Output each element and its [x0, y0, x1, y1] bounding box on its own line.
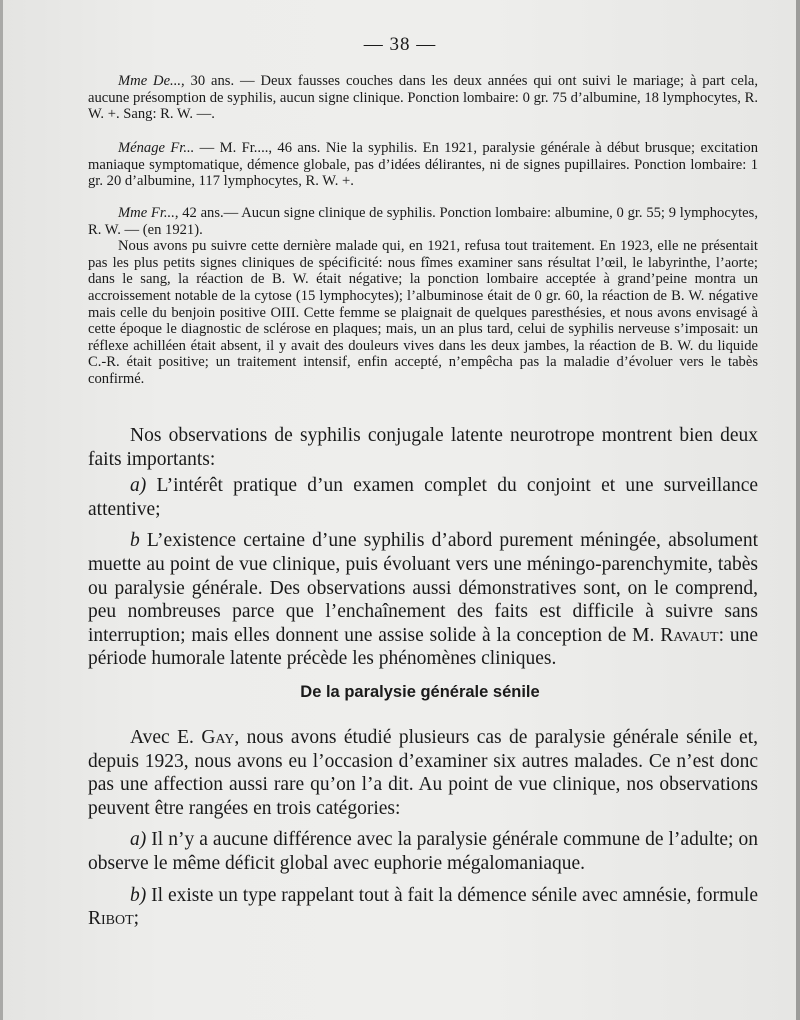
page-number: — 38 — — [363, 34, 437, 55]
page-right-edge — [796, 0, 800, 1020]
category-marker: a) — [130, 829, 147, 851]
observation-text: , 30 ans. — Deux fausses couches dans les deux années qui ont suivi le mariage; à part cela, aucune présomption de syphilis, aucun signe clinique. Ponction lombaire: 0 gr. 75 d’albumine, 18 lymphocytes, R. W. +. Sang: R. W. —. — [88, 73, 758, 123]
conclusion-intro: Nos observations de syphilis conjugale latente neurotrope montrent bien deux faits importants: — [88, 425, 758, 470]
category-b: b) Il existe un type rappelant tout à fait la démence sénile avec amnésie, formule Ribot; — [88, 884, 758, 930]
point-a: a) L’intérêt pratique d’un examen complet du conjoint et une surveillance attentive; — [88, 475, 758, 520]
point-b: b L’existence certaine d’une syphilis d’abord purement méningée, absolument muette au point de vue clinique, puis évoluant vers une méningo-parenchymite, tabès ou paralysie générale. Des observations aussi démonstratives sont, on le comprend, peu nombreuses parce que l’enchaînement des faits est difficile à suivre sans interruption; mais elles donnent une assise solide à la conception de M. Ravaut: une période humorale latente précède les phénomènes cliniques. — [88, 530, 758, 670]
author-name: Ribot — [88, 908, 134, 930]
section-heading: De la paralysie générale sénile — [300, 683, 540, 701]
observation-followup: Nous avons pu suivre cette dernière malade qui, en 1921, refusa tout traitement. En 1923, elle ne présentait pas les plus petits signes cliniques de spécificité: nous fîmes examiner sans résultat l’œil, le labyrinthe, l’aorte; dans le sang, la réaction de B. W. était négative; la ponction lombaire acceptée à grand’peine montra un accroissement notable de la cytose (15 lymphocytes); l’albuminose était de 0 gr. 60, la réaction de B. W. négative mais celle du benjoin positive OIII. Cette femme se plaignait de quelques paresthésies, et nous avons envisagé à cette époque le diagnostic de sclérose en plaques; mais, un an plus tard, celui de syphilis nerveuse s’imposait: un réflexe achilléen était absent, il y avait des douleurs vives dans les deux jambes, la réaction de B. W. du liquide C.-R. était positive; un traitement intensif, enfin accepté, n’empêcha pas la maladie d’évoluer vers le tabès confirmé. — [88, 238, 758, 387]
observation-mme-de — [88, 73, 758, 123]
observation-mme-fr — [88, 205, 758, 388]
observation-menage-fr — [88, 140, 758, 190]
section-intro: Avec E. Gay, nous avons étudié plusieurs cas de paralysie générale sénile et, depuis 1923, nous avons eu l’occasion d’examiner six autres malades. Ce n’est donc pas une affection aussi rare qu’on l’a dit. Au point de vue clinique, nos observations peuvent être rangées en trois catégories: — [88, 727, 758, 819]
category-a: a) Il n’y a aucune différence avec la paralysie générale commune de l’adulte; on observe le même déficit global avec euphorie mégalomaniaque. — [88, 829, 758, 874]
observation-text: — M. Fr...., 46 ans. Nie la syphilis. En 1921, paralysie générale à début brusque; excitation maniaque symptomatique, démence globale, pas d’idées délirantes, ni de signes pupillaires. Ponction lombaire: 1 gr. 20 d’albumine, 117 lymphocytes, R. W. +. — [88, 140, 758, 190]
patient-name: Ménage Fr... — [118, 140, 195, 156]
author-name: Gay — [201, 727, 235, 748]
patient-name: Mme Fr... — [118, 205, 175, 221]
author-name: Ravaut — [660, 624, 719, 646]
observation-text: , 42 ans.— Aucun signe clinique de syphilis. Ponction lombaire: albumine, 0 gr. 55; 9 lymphocytes, R. W. — (en 1921). — [88, 205, 758, 238]
patient-name: Mme De... — [118, 73, 182, 89]
section-body — [88, 726, 758, 931]
point-marker: b — [130, 530, 140, 552]
conclusions-block — [88, 424, 758, 671]
category-marker: b) — [130, 884, 147, 906]
page-left-edge — [0, 0, 3, 1020]
point-marker: a) — [130, 475, 147, 497]
